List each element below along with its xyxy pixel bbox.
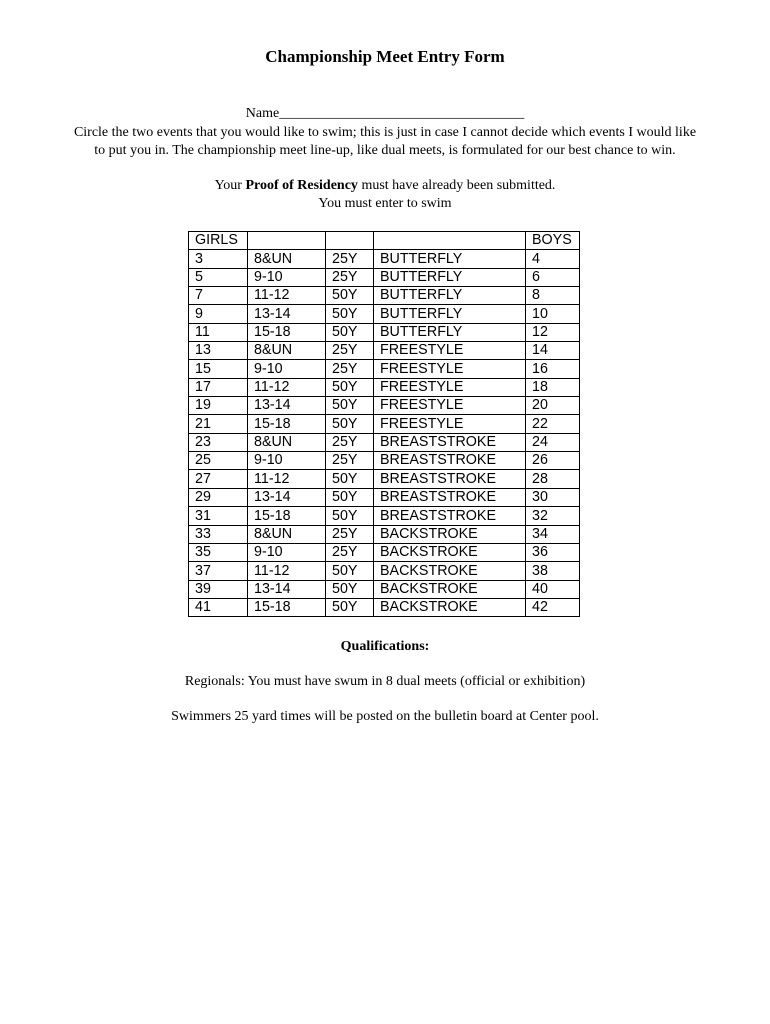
boys-event-number-cell: 6 xyxy=(526,268,580,286)
table-row xyxy=(189,580,580,598)
boys-event-number-cell: 24 xyxy=(526,433,580,451)
boys-event-number-cell: 32 xyxy=(526,507,580,525)
girls-event-number-cell: 17 xyxy=(189,378,248,396)
age-group-cell: 13-14 xyxy=(248,305,326,323)
age-group-cell: 15-18 xyxy=(248,323,326,341)
stroke-cell: BUTTERFLY xyxy=(374,268,526,286)
header-empty xyxy=(326,232,374,250)
stroke-cell: BREASTSTROKE xyxy=(374,452,526,470)
boys-event-number-cell: 16 xyxy=(526,360,580,378)
boys-event-number-cell: 40 xyxy=(526,580,580,598)
boys-event-number-cell: 34 xyxy=(526,525,580,543)
boys-event-number-cell: 30 xyxy=(526,488,580,506)
stroke-cell: BACKSTROKE xyxy=(374,543,526,561)
table-row xyxy=(189,562,580,580)
stroke-cell: FREESTYLE xyxy=(374,378,526,396)
table-row xyxy=(189,507,580,525)
distance-cell: 50Y xyxy=(326,580,374,598)
girls-event-number-cell: 5 xyxy=(189,268,248,286)
girls-event-number-cell: 19 xyxy=(189,397,248,415)
girls-event-number-cell: 33 xyxy=(189,525,248,543)
girls-event-number-cell: 21 xyxy=(189,415,248,433)
age-group-cell: 13-14 xyxy=(248,580,326,598)
header-boys: BOYS xyxy=(526,232,580,250)
table-row xyxy=(189,433,580,451)
stroke-cell: BUTTERFLY xyxy=(374,305,526,323)
age-group-cell: 11-12 xyxy=(248,378,326,396)
residency-note xyxy=(0,178,770,194)
name-blank[interactable]: ___________________________________ xyxy=(279,106,525,121)
girls-event-number-cell: 15 xyxy=(189,360,248,378)
distance-cell: 50Y xyxy=(326,415,374,433)
distance-cell: 25Y xyxy=(326,268,374,286)
boys-event-number-cell: 26 xyxy=(526,452,580,470)
girls-event-number-cell: 11 xyxy=(189,323,248,341)
table-header-row xyxy=(189,232,580,250)
header-empty xyxy=(248,232,326,250)
age-group-cell: 8&UN xyxy=(248,525,326,543)
distance-cell: 50Y xyxy=(326,470,374,488)
age-group-cell: 9-10 xyxy=(248,543,326,561)
stroke-cell: BUTTERFLY xyxy=(374,250,526,268)
stroke-cell: BREASTSTROKE xyxy=(374,433,526,451)
age-group-cell: 15-18 xyxy=(248,507,326,525)
girls-event-number-cell: 13 xyxy=(189,342,248,360)
girls-event-number-cell: 27 xyxy=(189,470,248,488)
stroke-cell: FREESTYLE xyxy=(374,415,526,433)
instructions-line-1: Circle the two events that you would like to swim; this is just in case I cannot decide which events I would like xyxy=(73,125,697,140)
age-group-cell: 11-12 xyxy=(248,287,326,305)
table-row xyxy=(189,268,580,286)
distance-cell: 50Y xyxy=(326,562,374,580)
stroke-cell: BACKSTROKE xyxy=(374,580,526,598)
regionals-note: Regionals: You must have swum in 8 dual meets (official or exhibition) xyxy=(184,674,586,689)
residency-prefix: Your xyxy=(214,178,246,193)
boys-event-number-cell: 28 xyxy=(526,470,580,488)
table-row xyxy=(189,415,580,433)
age-group-cell: 13-14 xyxy=(248,488,326,506)
girls-event-number-cell: 23 xyxy=(189,433,248,451)
distance-cell: 50Y xyxy=(326,488,374,506)
stroke-cell: BACKSTROKE xyxy=(374,598,526,616)
boys-event-number-cell: 14 xyxy=(526,342,580,360)
distance-cell: 50Y xyxy=(326,305,374,323)
boys-event-number-cell: 22 xyxy=(526,415,580,433)
age-group-cell: 15-18 xyxy=(248,598,326,616)
events-table-body xyxy=(189,232,580,617)
times-note: Swimmers 25 yard times will be posted on the bulletin board at Center pool. xyxy=(171,709,599,724)
boys-event-number-cell: 4 xyxy=(526,250,580,268)
table-row xyxy=(189,342,580,360)
table-row xyxy=(189,488,580,506)
distance-cell: 25Y xyxy=(326,342,374,360)
girls-event-number-cell: 37 xyxy=(189,562,248,580)
boys-event-number-cell: 12 xyxy=(526,323,580,341)
age-group-cell: 9-10 xyxy=(248,452,326,470)
boys-event-number-cell: 36 xyxy=(526,543,580,561)
age-group-cell: 11-12 xyxy=(248,470,326,488)
stroke-cell: BACKSTROKE xyxy=(374,525,526,543)
stroke-cell: BREASTSTROKE xyxy=(374,470,526,488)
stroke-cell: BUTTERFLY xyxy=(374,323,526,341)
distance-cell: 50Y xyxy=(326,397,374,415)
stroke-cell: BACKSTROKE xyxy=(374,562,526,580)
distance-cell: 50Y xyxy=(326,507,374,525)
name-line xyxy=(0,106,770,122)
age-group-cell: 11-12 xyxy=(248,562,326,580)
distance-cell: 50Y xyxy=(326,598,374,616)
girls-event-number-cell: 25 xyxy=(189,452,248,470)
header-girls: GIRLS xyxy=(189,232,248,250)
table-row xyxy=(189,525,580,543)
residency-bold: Proof of Residency xyxy=(245,178,358,193)
distance-cell: 50Y xyxy=(326,287,374,305)
age-group-cell: 9-10 xyxy=(248,268,326,286)
boys-event-number-cell: 38 xyxy=(526,562,580,580)
boys-event-number-cell: 10 xyxy=(526,305,580,323)
table-row xyxy=(189,470,580,488)
girls-event-number-cell: 3 xyxy=(189,250,248,268)
table-row xyxy=(189,452,580,470)
distance-cell: 25Y xyxy=(326,250,374,268)
must-enter-note: You must enter to swim xyxy=(318,196,452,211)
boys-event-number-cell: 20 xyxy=(526,397,580,415)
table-row xyxy=(189,323,580,341)
distance-cell: 50Y xyxy=(326,378,374,396)
girls-event-number-cell: 31 xyxy=(189,507,248,525)
table-row xyxy=(189,397,580,415)
instructions-line-2: to put you in. The championship meet line-up, like dual meets, is formulated for our best chance to win. xyxy=(94,143,676,158)
distance-cell: 25Y xyxy=(326,525,374,543)
table-row xyxy=(189,305,580,323)
stroke-cell: FREESTYLE xyxy=(374,397,526,415)
age-group-cell: 8&UN xyxy=(248,342,326,360)
distance-cell: 25Y xyxy=(326,543,374,561)
residency-suffix: must have already been submitted. xyxy=(357,178,556,193)
girls-event-number-cell: 29 xyxy=(189,488,248,506)
boys-event-number-cell: 8 xyxy=(526,287,580,305)
table-row xyxy=(189,360,580,378)
events-table xyxy=(188,231,580,617)
table-row xyxy=(189,543,580,561)
table-row xyxy=(189,598,580,616)
qualifications-heading: Qualifications: xyxy=(340,639,430,654)
table-row xyxy=(189,250,580,268)
stroke-cell: BREASTSTROKE xyxy=(374,488,526,506)
distance-cell: 25Y xyxy=(326,360,374,378)
header-empty xyxy=(374,232,526,250)
stroke-cell: BUTTERFLY xyxy=(374,287,526,305)
distance-cell: 25Y xyxy=(326,452,374,470)
stroke-cell: FREESTYLE xyxy=(374,360,526,378)
boys-event-number-cell: 42 xyxy=(526,598,580,616)
table-row xyxy=(189,287,580,305)
distance-cell: 50Y xyxy=(326,323,374,341)
age-group-cell: 9-10 xyxy=(248,360,326,378)
table-row xyxy=(189,378,580,396)
distance-cell: 25Y xyxy=(326,433,374,451)
age-group-cell: 8&UN xyxy=(248,433,326,451)
name-label: Name xyxy=(245,106,280,121)
boys-event-number-cell: 18 xyxy=(526,378,580,396)
stroke-cell: FREESTYLE xyxy=(374,342,526,360)
girls-event-number-cell: 7 xyxy=(189,287,248,305)
girls-event-number-cell: 41 xyxy=(189,598,248,616)
age-group-cell: 15-18 xyxy=(248,415,326,433)
stroke-cell: BREASTSTROKE xyxy=(374,507,526,525)
girls-event-number-cell: 39 xyxy=(189,580,248,598)
age-group-cell: 8&UN xyxy=(248,250,326,268)
age-group-cell: 13-14 xyxy=(248,397,326,415)
girls-event-number-cell: 9 xyxy=(189,305,248,323)
girls-event-number-cell: 35 xyxy=(189,543,248,561)
form-title: Championship Meet Entry Form xyxy=(265,47,505,66)
